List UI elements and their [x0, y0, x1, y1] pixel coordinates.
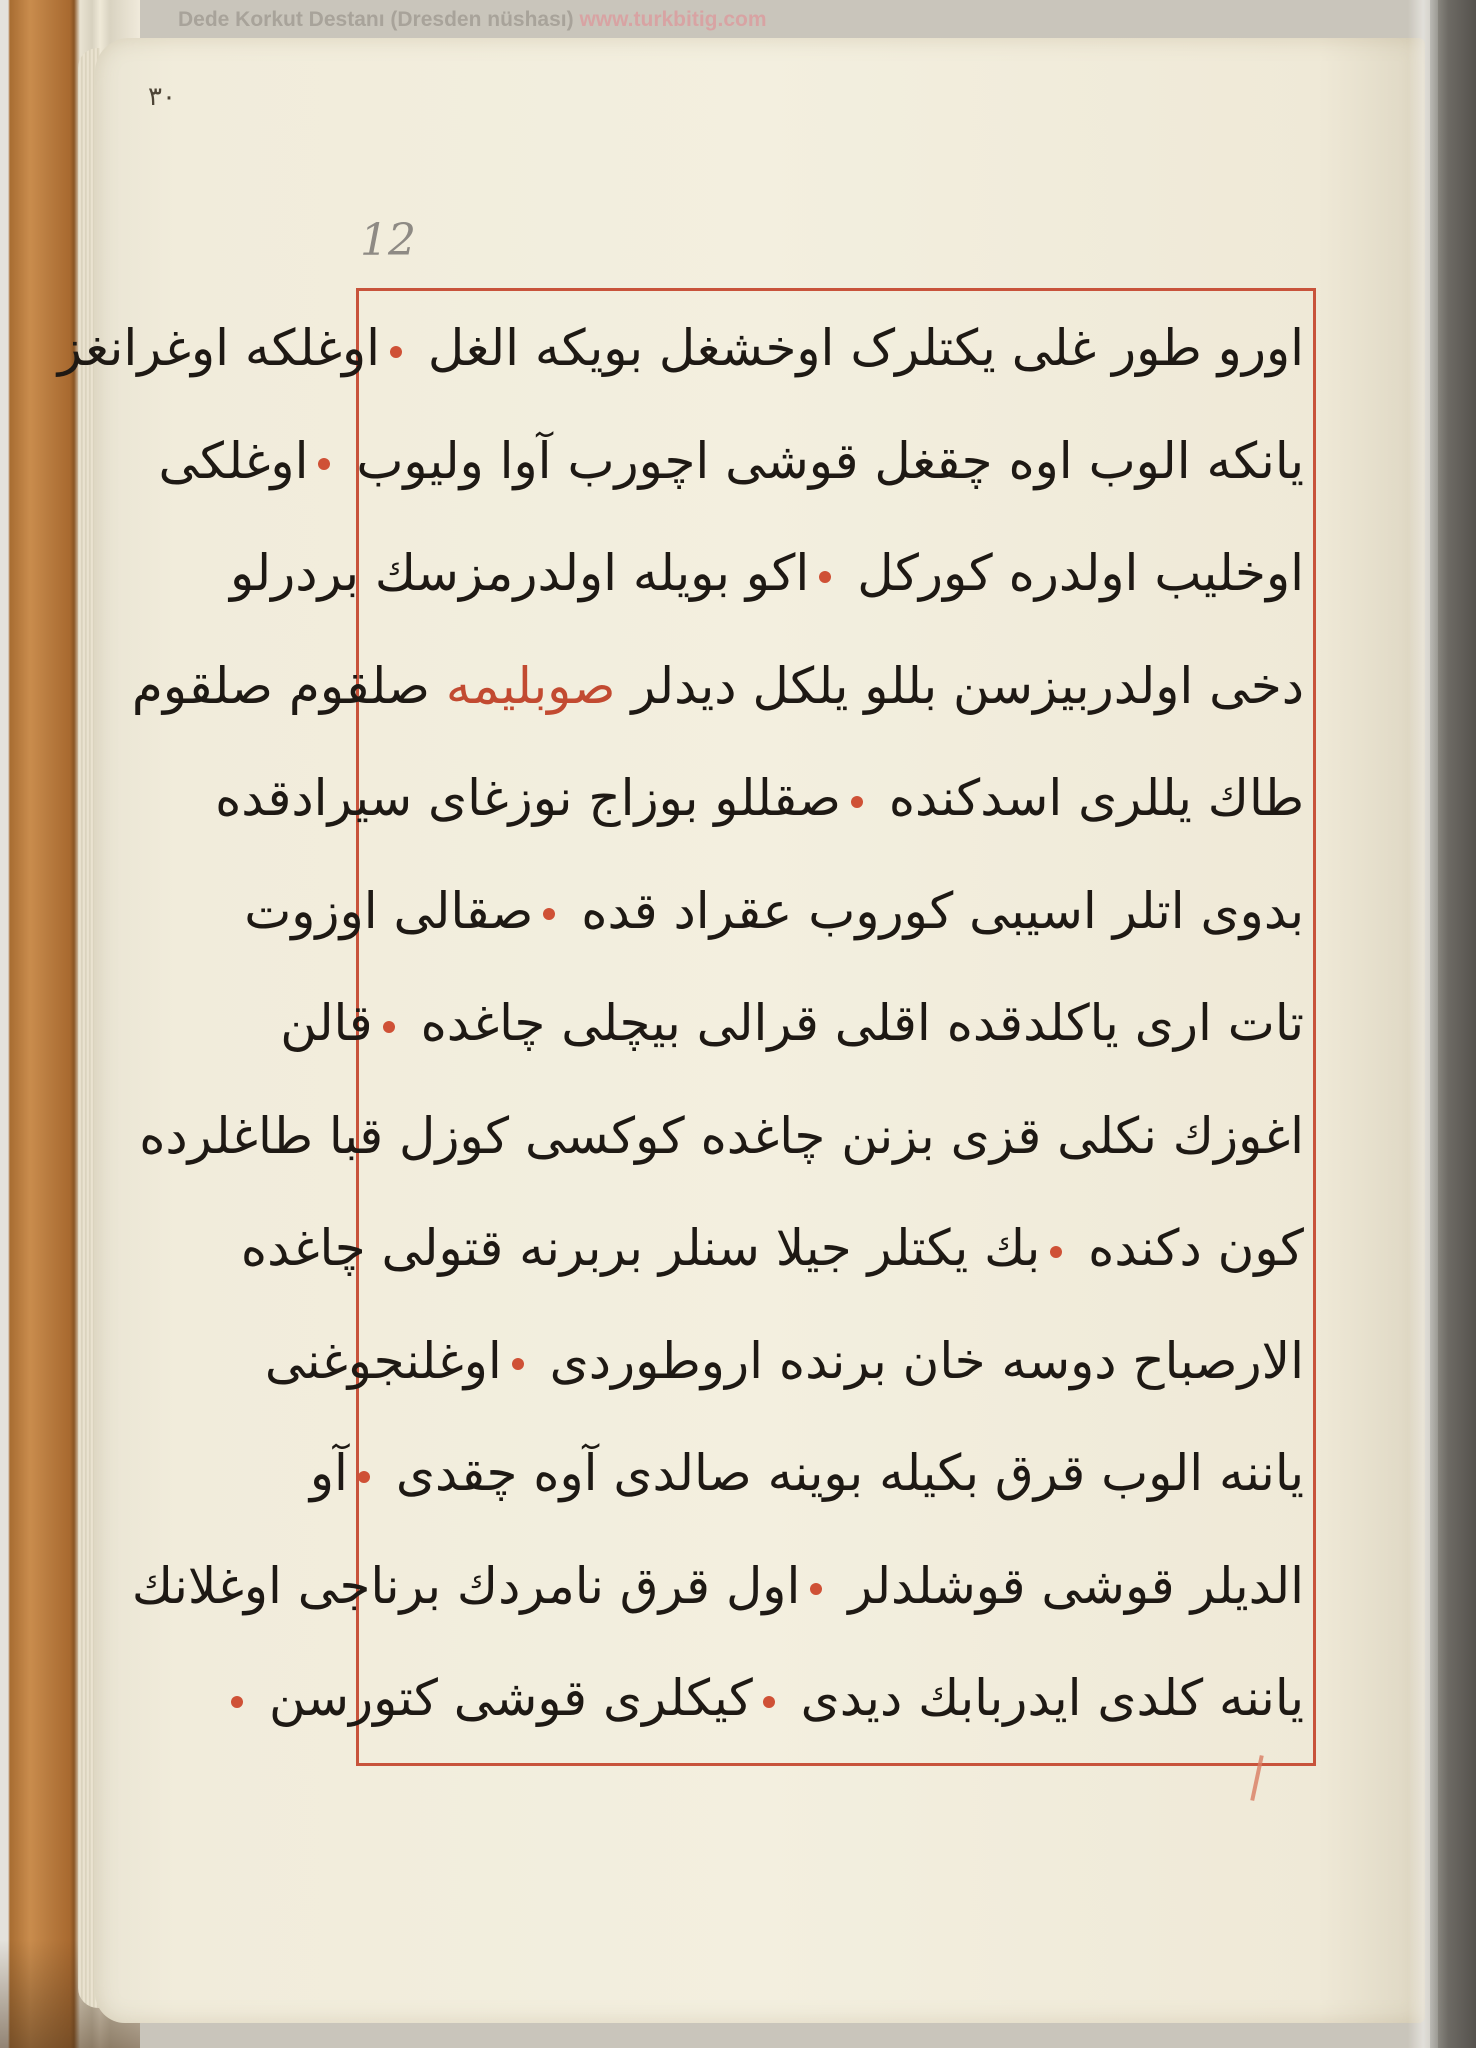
verse-separator-dot — [390, 346, 402, 358]
line-text: یاننه الوب قرق بکیله بوینه صالدی آوه چقدی — [379, 1444, 1304, 1502]
glass-plate-reflection — [1408, 0, 1438, 2048]
line-text: الدیلر قوشی قوشلدلر — [832, 1556, 1304, 1615]
watermark-url: www.turkbitig.com — [579, 8, 767, 31]
verse-separator-dot — [512, 1358, 524, 1370]
line-text: اغوزك نکلی قزی بزنن چاغده کوکسی کوزل قبا طاغلرده — [139, 1106, 1304, 1165]
watermark-source: Dede Korkut Destanı (Dresden nüshası) — [178, 8, 574, 31]
line-text: اکو بویله اولدرمزسك بردرلو — [230, 544, 810, 602]
line-text: قالن — [280, 994, 373, 1052]
verse-separator-dot — [763, 1696, 775, 1708]
manuscript-line — [244, 863, 1304, 959]
line-text: صقللو بوزاج نوزغای سیرادقده — [215, 769, 841, 827]
verse-separator-dot — [810, 1583, 822, 1595]
manuscript-line — [264, 1313, 1304, 1409]
line-text: تات اری یاکلدقده اقلی قرالی بیچلی چاغده — [404, 994, 1304, 1052]
rubric-text: صوبلیمه — [429, 656, 616, 715]
folio-number: ٣٠ — [148, 82, 176, 112]
line-text: طاك یللری اسدکنده — [872, 769, 1304, 827]
manuscript-line — [131, 638, 1304, 734]
manuscript-line — [57, 300, 1304, 396]
verse-separator-dot — [819, 571, 831, 583]
verse-separator-dot — [851, 796, 863, 808]
line-text: دخی اولدربیزسن بللو یلکل دیدلر — [615, 656, 1304, 715]
line-text: یاننه کلدی ایدربابك دیدی — [784, 1669, 1304, 1727]
line-text: آو — [309, 1444, 348, 1502]
verse-separator-dot — [1050, 1246, 1062, 1258]
line-text: اوغلنجوغنی — [264, 1331, 502, 1390]
verse-separator-dot — [383, 1021, 395, 1033]
line-text: کیکلری قوشی کتورسن — [253, 1669, 753, 1727]
verse-separator-dot — [231, 1696, 243, 1708]
line-text: الارصباح دوسه خان برنده اروطوردی — [533, 1331, 1304, 1390]
watermark — [178, 6, 767, 34]
line-text: صقالی اوزوت — [244, 881, 534, 940]
line-text: اورو طور غلی یکتلرک اوخشغل بویکه الغل — [412, 319, 1304, 377]
line-text: بك یکتلر جیلا سنلر بربرنه قتولی چاغده — [240, 1219, 1041, 1277]
line-text: اوغلکه اوغرانغز — [57, 319, 381, 377]
manuscript-line — [309, 1425, 1304, 1521]
manuscript-line — [131, 1538, 1304, 1634]
manuscript-line — [240, 1200, 1304, 1296]
manuscript-line — [158, 413, 1304, 509]
verse-separator-dot — [318, 458, 330, 470]
manuscript-line — [139, 1088, 1304, 1184]
line-text: یانکه الوب اوه چقغل قوشی اچورب آوا ولیوب — [340, 431, 1304, 490]
verse-separator-dot — [358, 1471, 370, 1483]
manuscript-line — [230, 525, 1304, 621]
verse-separator-dot — [543, 908, 555, 920]
manuscript-line — [215, 750, 1304, 846]
line-text: بدوی اتلر اسیبی کوروب عقراد قده — [565, 881, 1304, 940]
line-text: اوخلیب اولدره کورکل — [841, 544, 1304, 602]
line-text: صلقوم صلقوم — [131, 656, 430, 715]
manuscript-line — [280, 975, 1304, 1071]
pencil-page-number: 12 — [360, 215, 416, 266]
manuscript-line — [253, 1650, 1304, 1746]
manuscript-text — [57, 300, 1304, 1760]
line-text: اول قرق نامردك برناجی اوغلانك — [131, 1556, 801, 1615]
line-text: کون دکنده — [1072, 1219, 1304, 1277]
line-text: اوغلکی — [158, 431, 309, 490]
